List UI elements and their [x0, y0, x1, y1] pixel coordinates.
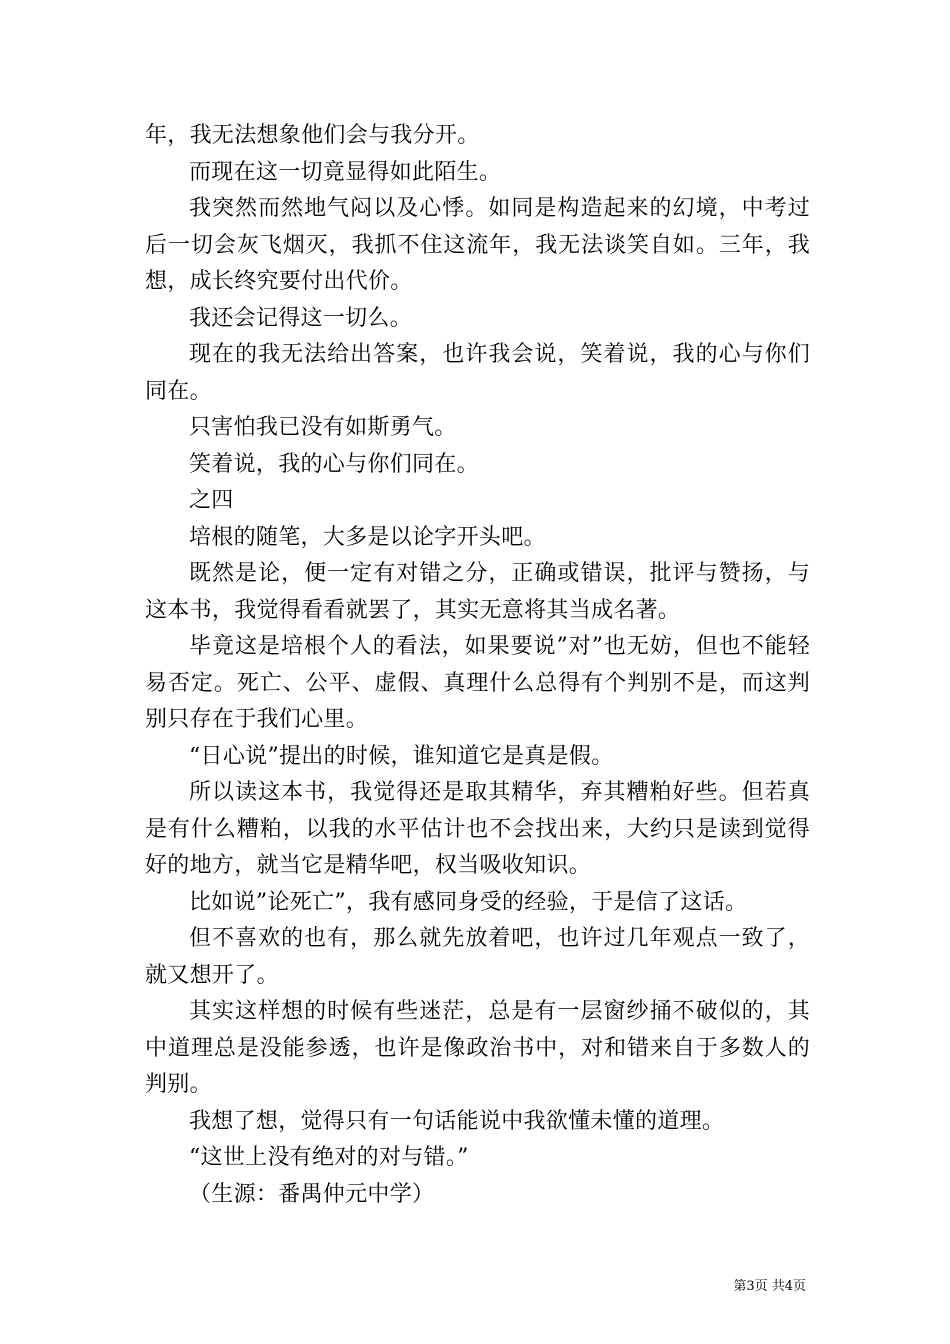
- paragraph: 而现在这一切竟显得如此陌生。: [189, 159, 502, 185]
- paragraph: 只害怕我已没有如斯勇气。: [189, 415, 457, 440]
- paragraph: 我还会记得这一切么。: [189, 305, 413, 331]
- paragraph: 既然是论，便一定有对错之分，正确或错误，批评与赞扬，与这本书，我觉得看看就罢了，其实无意将其当成名著。: [145, 561, 810, 623]
- paragraph: 我想了想，觉得只有一句话能说中我欲懂未懂的道理。: [189, 1108, 725, 1134]
- paragraph: 毕竟这是培根个人的看法，如果要说”对”也无妨，但也不能轻易否定。死亡、公平、虚假、真理什么总得有个判别不是，而这判别只存在于我们心里。: [145, 634, 810, 732]
- document-body: [145, 118, 810, 1213]
- paragraph: 比如说”论死亡”，我有感同身受的经验，于是信了这话。: [189, 889, 748, 915]
- paragraph: “日心说”提出的时候，谁知道它是真是假。: [189, 743, 614, 769]
- paragraph: 笑着说，我的心与你们同在。: [189, 451, 479, 477]
- paragraph: 其实这样想的时候有些迷茫，总是有一层窗纱捅不破似的，其中道理总是没能参透，也许是像政治书中，对和错来自于多数人的判别。: [145, 999, 810, 1097]
- paragraph: 培根的随笔，大多是以论字开头吧。: [189, 524, 546, 550]
- paragraph: 年，我无法想象他们会与我分开。: [145, 123, 480, 148]
- source-note: （生源：番禺仲元中学）: [189, 1181, 435, 1207]
- paragraph: 现在的我无法给出答案，也许我会说，笑着说，我的心与你们同在。: [145, 342, 810, 404]
- paragraph: 我突然而然地气闷以及心悸。如同是构造起来的幻境，中考过后一切会灰飞烟灭，我抓不住这流年，我无法谈笑自如。三年，我想，成长终究要付出代价。: [145, 196, 810, 294]
- section-heading: 之四: [189, 488, 234, 513]
- page-number: 第3页 共4页: [733, 1279, 806, 1294]
- paragraph: 但不喜欢的也有，那么就先放着吧，也许过几年观点一致了，就又想开了。: [145, 926, 810, 988]
- paragraph: 所以读这本书，我觉得还是取其精华，弃其糟粕好些。但若真是有什么糟粕，以我的水平估计也不会找出来，大约只是读到觉得好的地方，就当它是精华吧，权当吸收知识。: [145, 780, 810, 878]
- quote-paragraph: “这世上没有绝对的对与错。”: [189, 1145, 469, 1170]
